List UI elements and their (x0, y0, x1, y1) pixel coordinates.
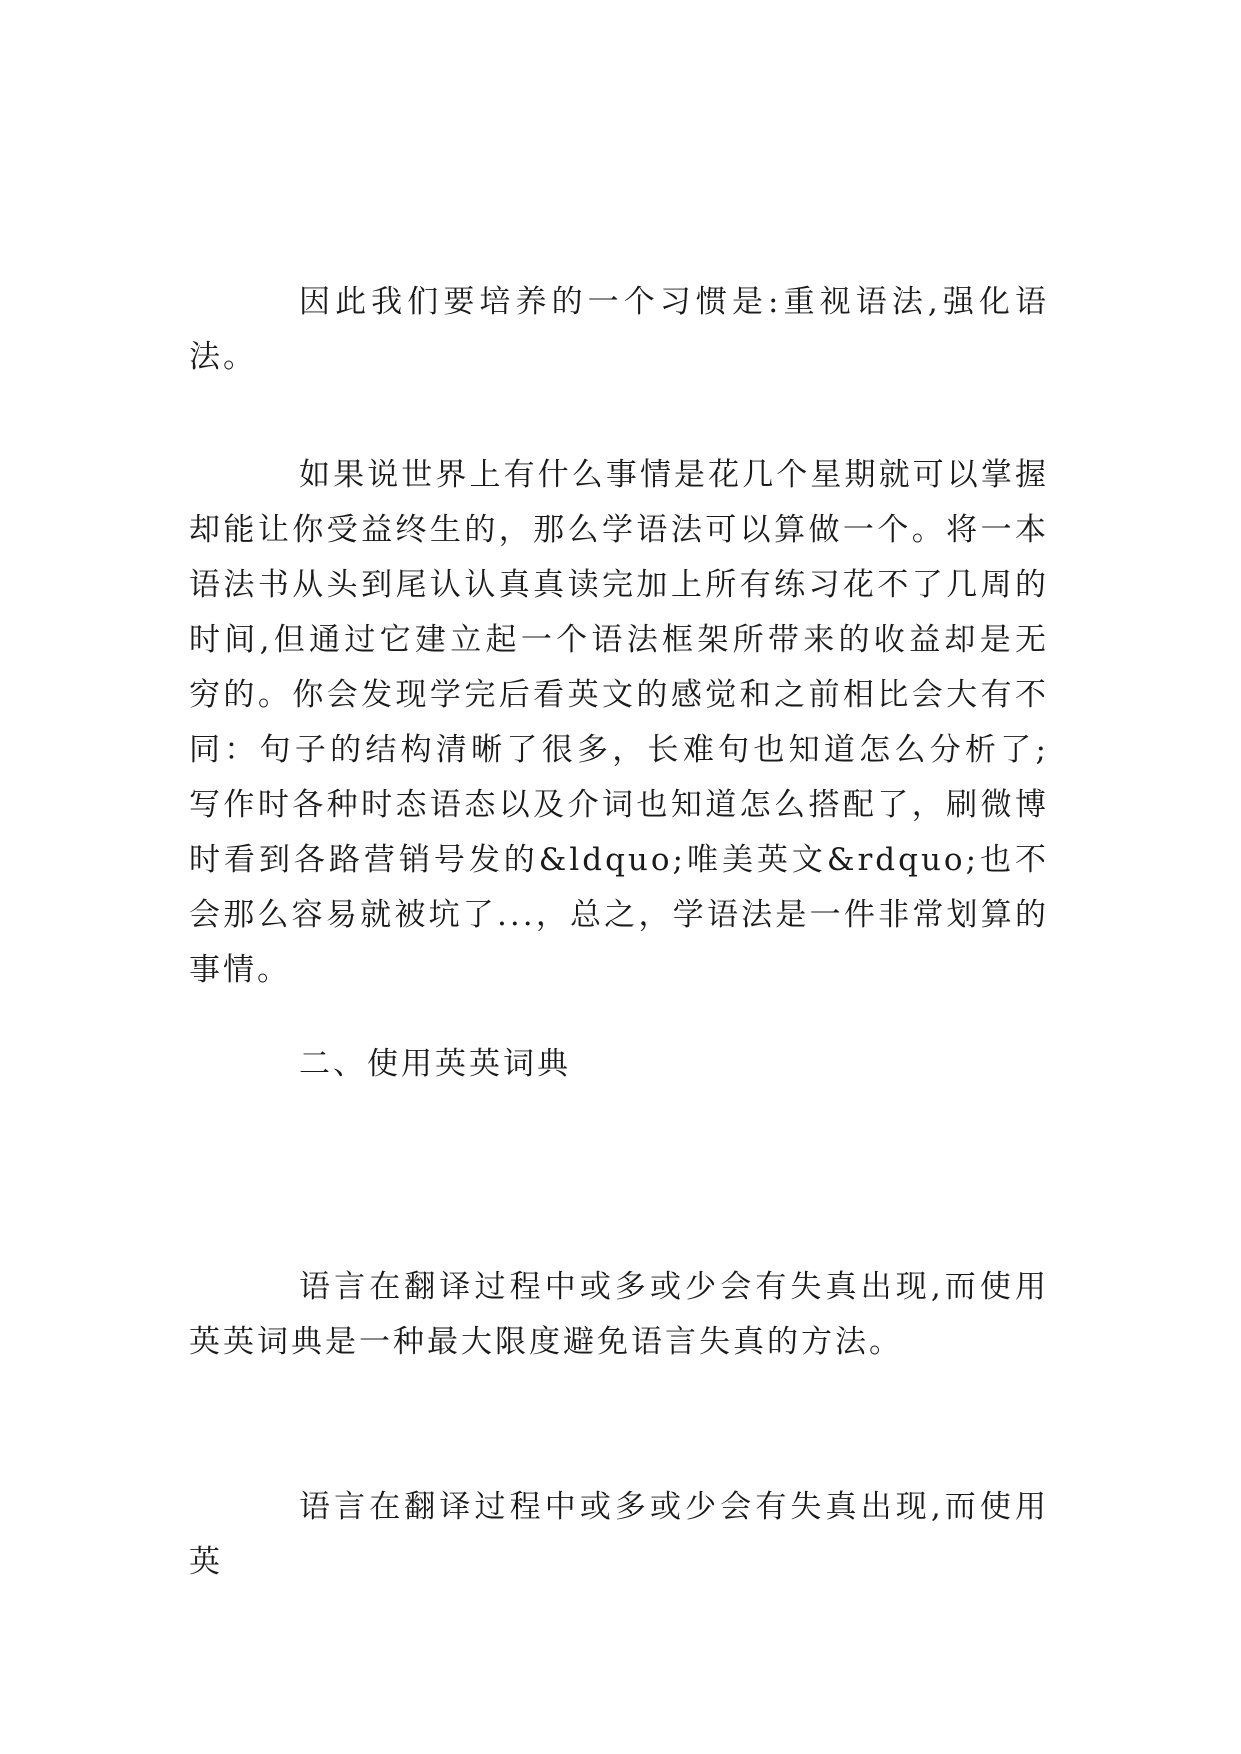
paragraph-grammar-habit: 因此我们要培养的一个习惯是:重视语法,强化语法。 (189, 284, 1049, 375)
section-heading-english-dictionary: 二、使用英英词典 (299, 1046, 571, 1082)
paragraph-dictionary-reason-repeat: 语言在翻译过程中或多或少会有失真出现,而使用英 (189, 1489, 1049, 1580)
paragraph-dictionary-reason: 语言在翻译过程中或多或少会有失真出现,而使用英英词典是一种最大限度避免语言失真的方法。 (189, 1269, 1049, 1360)
paragraph-grammar-benefits: 如果说世界上有什么事情是花几个星期就可以掌握却能让你受益终生的，那么学语法可以算做一个。将一本语法书从头到尾认认真真读完加上所有练习花不了几周的时间,但通过它建立起一个语法框架所带来的收益却是无穷的。你会发现学完后看英文的感觉和之前相比会大有不同：句子的结构清晰了很多，长难句也知道怎么分析了;写作时各种时态语态以及介词也知道怎么搭配了，刷微博时看到各路营销号发的&ldquo;唯美英文&rdquo;也不会那么容易就被坑了...，总之，学语法是一件非常划算的事情。 (189, 457, 1049, 988)
